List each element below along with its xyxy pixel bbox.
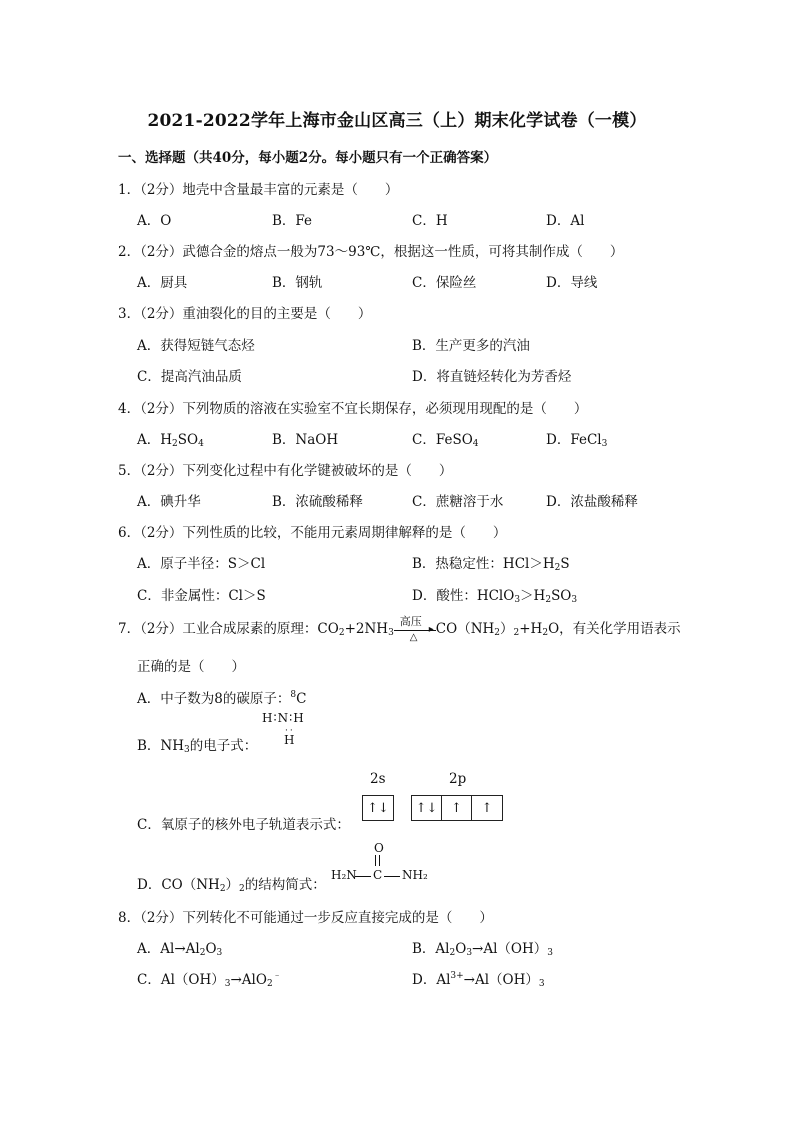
question-6-option-b: B．热稳定性：$HCl>H_2S$ <box>412 556 570 573</box>
question-6-option-a: A．原子半径：S＞Cl <box>137 556 266 572</box>
reaction-condition-bottom: △ <box>409 631 418 643</box>
question-1-stem: 1．（2分）地壳中含量最丰富的元素是（ ） <box>118 182 399 198</box>
section-heading: 一、选择题（共40分，每小题2分。每小题只有一个正确答案） <box>118 150 498 166</box>
question-8-option-b: B．$Al_2O_3\to Al(OH)_3$ <box>412 941 554 958</box>
question-3-stem: 3．（2分）重油裂化的目的主要是（ ） <box>118 306 372 322</box>
question-7-option-b: B．$NH_3$的电子式： <box>137 738 258 755</box>
orbital-2s-box <box>362 795 394 821</box>
electron-dot-top: H∶N∶H <box>262 711 305 725</box>
electron-dot-bottom: H <box>284 733 295 747</box>
urea-left-group: H₂N <box>331 868 357 882</box>
question-7-stem-line2: 正确的是（ ） <box>137 659 245 675</box>
question-1-option-b: B．Fe <box>272 213 313 229</box>
question-4-stem: 4．（2分）下列物质的溶液在实验室不宜长期保存，必须现用现配的是（ ） <box>118 401 588 417</box>
orbital-2s-label: 2s <box>370 771 386 787</box>
question-7-option-d: D．$CO(NH_2)_2$的结构简式： <box>137 877 326 894</box>
double-bond-line-1 <box>375 855 377 866</box>
question-4-option-d: D．FeCl$_3$ <box>546 432 608 449</box>
reaction-arrow <box>394 614 436 643</box>
urea-oxygen: O <box>374 841 384 855</box>
question-1-option-d: D．Al <box>546 213 585 229</box>
reaction-condition-top: 高压 <box>399 614 422 628</box>
orbital-2p-label: 2p <box>449 771 467 787</box>
arrow-head-icon: ▸ <box>428 623 434 635</box>
orbital-cell: ↑ <box>442 796 472 820</box>
question-6-option-c: C．非金属性：Cl＞S <box>137 588 266 604</box>
question-5-stem: 5．（2分）下列变化过程中有化学键被破坏的是（ ） <box>118 463 453 479</box>
question-5-option-d: D．浓盐酸稀释 <box>546 494 638 510</box>
question-4-option-b: B．NaOH <box>272 432 339 448</box>
question-2-option-c: C．保险丝 <box>412 275 477 291</box>
question-7-stem: 7．（2分）工业合成尿素的原理：$CO_2+2NH_3$ 高压 ▸ △ $CO(NH_2)_2+H_2O$，有关化学用语表示 <box>118 614 681 643</box>
question-7-option-c: C．氧原子的核外电子轨道表示式： <box>137 817 350 833</box>
question-8-stem: 8．（2分）下列转化不可能通过一步反应直接完成的是（ ） <box>118 910 493 926</box>
orbital-cell: ↑↓ <box>367 800 389 816</box>
question-8-option-a: A．$Al\to Al_2O_3$ <box>137 941 223 958</box>
single-bond-right <box>384 876 400 877</box>
question-2-stem: 2．（2分）武德合金的熔点一般为73～93℃，根据这一性质，可将其制作成（ ） <box>118 244 624 260</box>
question-5-option-c: C．蔗糖溶于水 <box>412 494 504 510</box>
question-5-option-b: B．浓硫酸稀释 <box>272 494 363 510</box>
question-2-option-b: B．钢轨 <box>272 275 323 291</box>
orbital-cell: ↑↓ <box>412 796 442 820</box>
question-3-option-d: D．将直链烃转化为芳香烃 <box>412 369 572 385</box>
question-3-option-c: C．提高汽油品质 <box>137 369 242 385</box>
single-bond-left <box>355 876 371 877</box>
question-2-option-a: A．厨具 <box>137 275 188 291</box>
question-7-option-a: A．中子数为8的碳原子：$^8$C <box>137 690 307 707</box>
question-4-option-a: A．$H_2SO_4$ <box>137 432 204 449</box>
question-6-stem: 6．（2分）下列性质的比较，不能用元素周期律解释的是（ ） <box>118 525 507 541</box>
question-6-option-d: D．酸性：$HClO_3>H_2SO_3$ <box>412 588 578 605</box>
urea-carbon: C <box>373 868 383 882</box>
question-8-option-d: D．$Al^{3+}\to Al(OH)_3$ <box>412 971 545 989</box>
orbital-cell: ↑ <box>481 800 493 816</box>
double-bond-line-2 <box>379 855 381 866</box>
question-1-option-c: C．H <box>412 213 448 229</box>
question-8-option-c: C．$Al(OH)_3\to AlO_2^﹣$ <box>137 971 282 989</box>
question-1-option-a: A．O <box>137 213 172 229</box>
urea-right-group: NH₂ <box>402 868 428 882</box>
question-4-option-c: C．FeSO$_4$ <box>412 432 479 449</box>
orbital-2p-box <box>411 795 503 821</box>
electron-pair-dots: ·· <box>285 726 295 736</box>
question-2-option-d: D．导线 <box>546 275 598 291</box>
question-3-option-b: B．生产更多的汽油 <box>412 338 530 354</box>
page-title: 2021-2022学年上海市金山区高三（上）期末化学试卷（一模） <box>147 111 647 131</box>
question-3-option-a: A．获得短链气态烃 <box>137 338 255 354</box>
question-5-option-a: A．碘升华 <box>137 494 201 510</box>
